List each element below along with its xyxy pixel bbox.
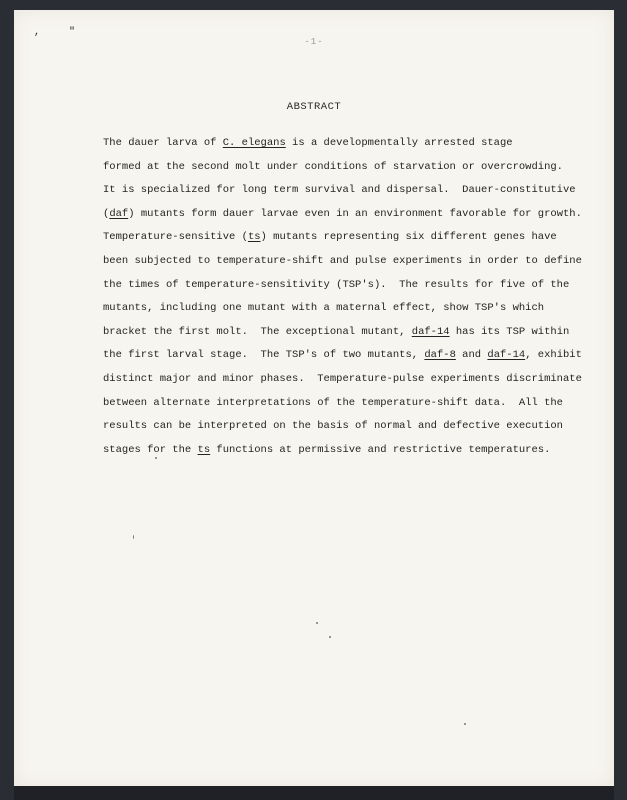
abstract-line	[103, 274, 583, 298]
underlined-term: ts	[197, 443, 211, 456]
abstract-line	[103, 179, 583, 203]
text-run: formed at the second molt under conditions of starvation or overcrowding.	[103, 160, 563, 173]
abstract-line	[103, 203, 583, 227]
paper-speck	[316, 622, 318, 624]
text-run: It is specialized for long term survival and dispersal. Dauer-constitutive	[103, 184, 576, 197]
text-run: bracket the first molt. The exceptional mutant,	[103, 325, 412, 338]
text-run: results can be interpreted on the basis of normal and defective execution	[103, 420, 563, 433]
text-run: has its TSP within	[449, 325, 570, 338]
abstract-line	[103, 132, 583, 156]
text-run: distinct major and minor phases. Temperature-pulse experiments discriminate	[103, 372, 582, 385]
text-run: functions at permissive and restrictive temperatures.	[210, 443, 551, 456]
underlined-term: C. elegans	[222, 137, 286, 149]
text-run: and	[455, 349, 488, 362]
paper-sheet	[14, 10, 614, 786]
paper-speck	[464, 723, 466, 725]
underlined-term: ts	[247, 231, 261, 244]
paper-speck	[155, 457, 157, 459]
margin-mark-right: "	[69, 27, 76, 38]
abstract-line	[103, 156, 583, 180]
abstract-line	[103, 392, 583, 416]
text-run: ) mutants form dauer larvae even in an environment favorable for growth.	[128, 207, 582, 220]
text-run: between alternate interpretations of the temperature-shift data. All the	[103, 396, 563, 409]
abstract-line	[103, 321, 583, 345]
abstract-line	[103, 439, 583, 463]
abstract-line	[103, 250, 583, 274]
text-run: The dauer larva of	[103, 137, 223, 149]
abstract-body	[103, 132, 583, 462]
text-run: , exhibit	[525, 349, 582, 362]
underlined-term: daf-14	[411, 325, 450, 338]
abstract-line	[103, 368, 583, 392]
underlined-term: daf-14	[487, 349, 526, 362]
paper-speck	[133, 535, 134, 539]
margin-mark-left: ,	[34, 27, 41, 38]
text-run: been subjected to temperature-shift and pulse experiments in order to define	[103, 254, 582, 267]
abstract-line	[103, 415, 583, 439]
text-run: ) mutants representing six different genes have	[260, 231, 557, 244]
scan-edge	[14, 786, 614, 800]
page-number: -1-	[304, 37, 324, 47]
text-run: the times of temperature-sensitivity (TSP's). The results for five of the	[103, 278, 570, 291]
abstract-line	[103, 297, 583, 321]
text-run: (	[103, 207, 110, 220]
text-run: the first larval stage. The TSP's of two mutants,	[103, 349, 425, 362]
underlined-term: daf-8	[424, 349, 456, 362]
page-title: ABSTRACT	[286, 101, 342, 113]
text-run: mutants, including one mutant with a maternal effect, show TSP's which	[103, 302, 545, 315]
underlined-term: daf	[109, 207, 129, 220]
abstract-line	[103, 226, 583, 250]
text-run: stages for the	[103, 443, 198, 456]
text-run: Temperature-sensitive (	[103, 231, 248, 244]
paper-speck	[329, 636, 331, 638]
text-run: is a developmentally arrested stage	[285, 137, 513, 149]
abstract-line	[103, 344, 583, 368]
